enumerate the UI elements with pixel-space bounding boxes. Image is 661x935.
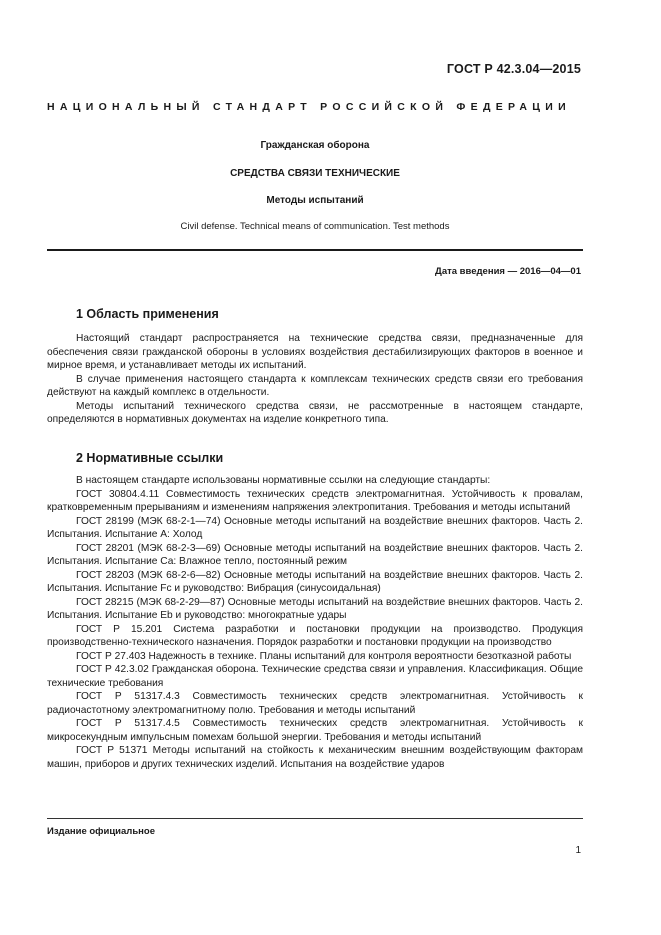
document-code: ГОСТ Р 42.3.04—2015 bbox=[446, 62, 581, 76]
edition-label: Издание официальное bbox=[47, 826, 155, 837]
english-title: Civil defense. Technical means of communication. Test methods bbox=[180, 221, 450, 232]
introduction-date: Дата введения — 2016—04—01 bbox=[435, 266, 581, 277]
paragraph: В настоящем стандарте использованы нормативные ссылки на следующие стандарты: bbox=[76, 475, 491, 486]
reference-item: ГОСТ Р 51317.4.3 Совместимость технических средств электромагнитная. Устойчивость к радиочастотному электромагнитному полю. Требования и методы испытаний bbox=[47, 691, 583, 716]
reference-item: ГОСТ 30804.4.11 Совместимость технических средств электромагнитная. Устойчивость к провалам, кратковременным прерываниям и изменениям напряжения электропитания. Требования и методы испытаний bbox=[47, 488, 583, 513]
section-1-body bbox=[47, 332, 583, 427]
organization-line: НАЦИОНАЛЬНЫЙ СТАНДАРТ РОССИЙСКОЙ ФЕДЕРАЦИИ bbox=[47, 101, 571, 113]
reference-item: ГОСТ 28201 (МЭК 68-2-3—69) Основные методы испытаний на воздействие внешних факторов. Часть 2. Испытания. Испытание Са: Влажное тепло, постоянный режим bbox=[47, 542, 583, 567]
reference-item: ГОСТ Р 15.201 Система разработки и постановки продукции на производство. Продукция производственно-технического назначения. Порядок разработки и постановки продукции на производство bbox=[47, 623, 583, 648]
document-subtitle: Методы испытаний bbox=[266, 195, 364, 206]
reference-item: ГОСТ Р 42.3.02 Гражданская оборона. Технические средства связи и управления. Классификация. Общие технические требования bbox=[47, 664, 583, 689]
paragraph: Методы испытаний технического средства связи, не рассмотренные в настоящем стандарте, определяются в нормативных документах на изделие конкретного типа. bbox=[47, 400, 583, 425]
paragraph: В случае применения настоящего стандарта к комплексам технических средств связи его требования действуют на каждый комплекс в отдельности. bbox=[47, 373, 583, 398]
reference-item: ГОСТ Р 51371 Методы испытаний на стойкость к механическим внешним воздействующим факторам машин, приборов и других технических изделий. Испытания на воздействие ударов bbox=[47, 745, 583, 770]
reference-item: ГОСТ 28203 (МЭК 68-2-6—82) Основные методы испытаний на воздействие внешних факторов. Часть 2. Испытания. Испытание Fc и руководство: Вибрация (синусоидальная) bbox=[47, 569, 583, 594]
section-2-heading: 2 Нормативные ссылки bbox=[76, 451, 224, 465]
section-1-heading: 1 Область применения bbox=[76, 307, 219, 321]
reference-item: ГОСТ 28199 (МЭК 68-2-1—74) Основные методы испытаний на воздействие внешних факторов. Часть 2. Испытания. Испытание А: Холод bbox=[47, 515, 583, 540]
reference-item: ГОСТ Р 51317.4.5 Совместимость технических средств электромагнитная. Устойчивость к микросекундным импульсным помехам большой энергии. Требования и методы испытаний bbox=[47, 718, 583, 743]
document-title: СРЕДСТВА СВЯЗИ ТЕХНИЧЕСКИЕ bbox=[230, 168, 400, 179]
document-topic: Гражданская оборона bbox=[260, 140, 370, 151]
reference-item: ГОСТ Р 27.403 Надежность в технике. Планы испытаний для контроля вероятности безотказной работы bbox=[76, 650, 572, 662]
reference-item: ГОСТ 28215 (МЭК 68-2-29—87) Основные методы испытаний на воздействие внешних факторов. Часть 2. Испытания. Испытание Eb и руководство: многократные удары bbox=[47, 596, 583, 621]
title-divider bbox=[47, 249, 583, 251]
section-2-body bbox=[47, 474, 583, 771]
page-number: 1 bbox=[575, 845, 581, 856]
paragraph: Настоящий стандарт распространяется на технические средства связи, предназначенные для обеспечения связи гражданской обороны в условиях воздействия дестабилизирующих факторов в военное и мирное время, и устанавливает методы их испытаний. bbox=[47, 333, 583, 371]
footer-divider bbox=[47, 818, 583, 819]
